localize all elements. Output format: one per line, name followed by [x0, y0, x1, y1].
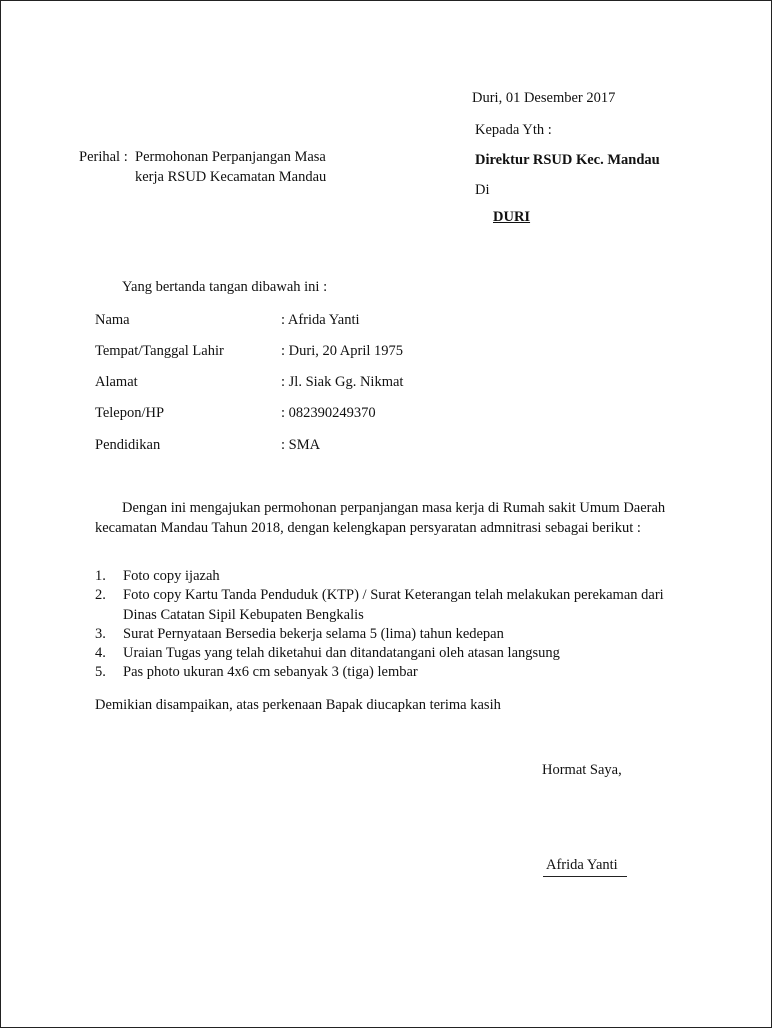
list-number: 1.	[95, 568, 106, 584]
list-number: 3.	[95, 625, 106, 642]
list-number: 5.	[95, 664, 106, 681]
body-paragraph: Dengan ini mengajukan permohonan perpanjangan masa kerja di Rumah sakit Umum Daerah kecamatan Mandau Tahun 2018, dengan kelengkapan persyaratan admnitrasi sebagai berikut :	[95, 500, 666, 536]
identity-label: Alamat	[95, 374, 138, 390]
identity-label: Nama	[95, 312, 130, 328]
intro-text: Yang bertanda tangan dibawah ini :	[122, 279, 328, 295]
di-label: Di	[475, 182, 490, 198]
identity-label: Telepon/HP	[95, 405, 165, 421]
recipient-city: DURI	[493, 209, 531, 225]
identity-label: Pendidikan	[95, 437, 161, 453]
subject-line-1: Permohonan Perpanjangan Masa	[135, 149, 326, 165]
identity-label: Tempat/Tanggal Lahir	[95, 343, 224, 359]
subject-line-2: kerja RSUD Kecamatan Mandau	[135, 169, 327, 185]
list-text: Foto copy Kartu Tanda Penduduk (KTP) / Surat Keterangan telah melakukan perekaman dari Dinas Catatan Sipil Kebupaten Bengkalis	[123, 587, 664, 623]
list-item	[95, 663, 685, 682]
to-label: Kepada Yth :	[475, 122, 552, 138]
subject-label: Perihal :	[79, 149, 128, 165]
list-text: Surat Pernyataan Bersedia bekerja selama 5 (lima) tahun kedepan	[123, 625, 504, 642]
list-item	[95, 625, 685, 644]
identity-value: : Afrida Yanti	[281, 312, 360, 328]
closing-text: Demikian disampaikan, atas perkenaan Bapak diucapkan terima kasih	[95, 697, 501, 713]
identity-value: : 082390249370	[281, 405, 376, 421]
identity-value: : Duri, 20 April 1975	[281, 343, 404, 359]
signature-name: Afrida Yanti	[546, 857, 618, 873]
list-text: Foto copy ijazah	[123, 568, 220, 584]
list-text: Uraian Tugas yang telah diketahui dan ditandatangani oleh atasan langsung	[123, 645, 560, 662]
place-date: Duri, 01 Desember 2017	[472, 90, 616, 106]
list-text: Pas photo ukuran 4x6 cm sebanyak 3 (tiga) lembar	[123, 664, 418, 681]
signature-line	[543, 876, 627, 877]
signature-greeting: Hormat Saya,	[542, 762, 622, 778]
recipient: Direktur RSUD Kec. Mandau	[475, 152, 660, 168]
identity-value: : Jl. Siak Gg. Nikmat	[281, 374, 404, 390]
list-number: 2.	[95, 587, 106, 604]
list-number: 4.	[95, 645, 106, 662]
list-item	[95, 644, 685, 663]
list-item	[95, 567, 685, 586]
requirements-list	[95, 567, 685, 683]
identity-value: : SMA	[281, 437, 321, 453]
list-item	[95, 586, 685, 625]
